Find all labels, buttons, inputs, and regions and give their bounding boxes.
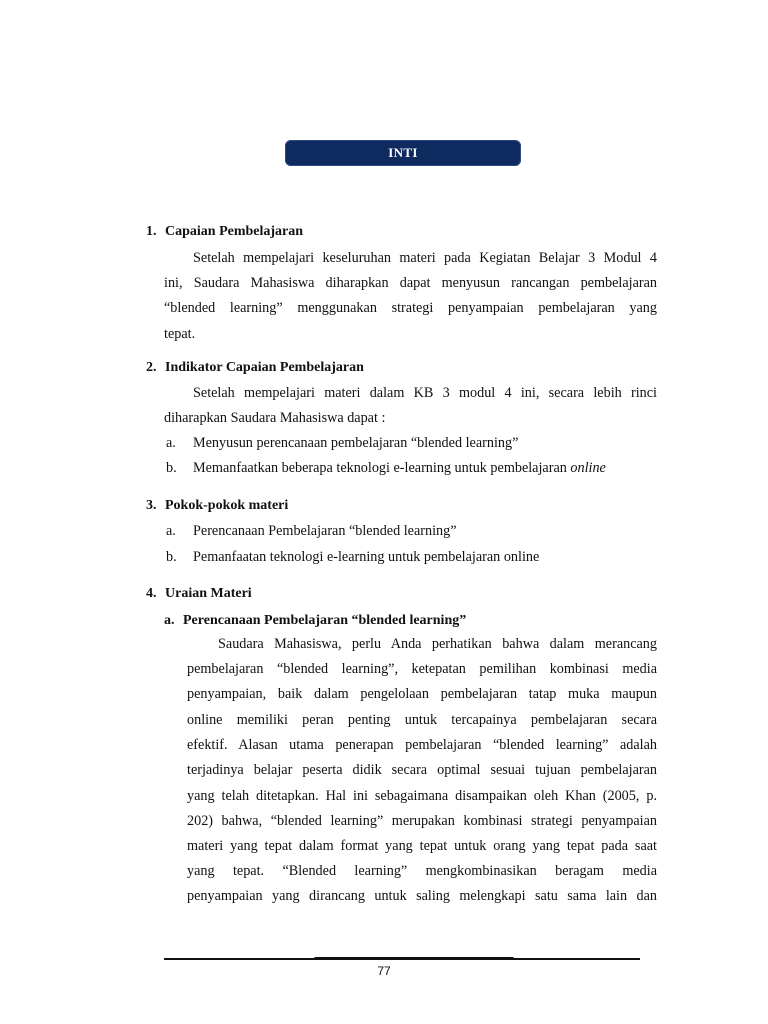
list-item [166,521,656,541]
paragraph-line: Setelah mempelajari keseluruhan materi pada Kegiatan Belajar 3 Modul 4 [193,250,657,266]
paragraph-line: online memiliki peran penting untuk tercapainya pembelajaran secara [187,712,657,728]
paragraph-line: terjadinya belajar peserta didik secara optimal sesuai tujuan pembelajaran [187,762,657,778]
section-title: Pokok-pokok materi [165,498,289,513]
section-number: 4. [146,586,157,601]
list-item-text: Pemanfaatan teknologi e-learning untuk pembelajaran online [193,549,540,565]
section-title: Capaian Pembelajaran [165,224,304,239]
list-item-label: b. [166,549,177,565]
list-item-text: Memanfaatkan beberapa teknologi e-learning untuk pembelajaran [193,460,571,476]
paragraph-line: diharapkan Saudara Mahasiswa dapat : [164,410,386,426]
paragraph-line: penyampaian, baik dalam pengelolaan pembelajaran tatap muka maupun [187,686,657,702]
section-number: 1. [146,224,157,239]
paragraph-line: Setelah mempelajari materi dalam KB 3 modul 4 ini, secara lebih rinci [193,385,657,401]
subsection-label: a. [164,613,175,628]
section-number: 3. [146,498,157,513]
paragraph-line: efektif. Alasan utama penerapan pembelajaran “blended learning” adalah [187,737,657,753]
paragraph-line: yang telah ditetapkan. Hal ini sebagaimana disampaikan oleh Khan (2005, p. [187,788,657,804]
section-banner [285,140,521,166]
list-item-italic-text: online [570,460,606,476]
paragraph-line: Saudara Mahasiswa, perlu Anda perhatikan bahwa dalam merancang [218,636,657,652]
list-item-label: b. [166,460,177,476]
section-2-heading [146,358,364,378]
subsection-title: Perencanaan Pembelajaran “blended learning” [183,613,467,628]
paragraph-line: “blended learning” menggunakan strategi penyampaian pembelajaran yang [164,300,657,316]
paragraph-line: pembelajaran “blended learning”, ketepatan pemilihan kombinasi media [187,661,657,677]
banner-title: INTI [388,145,418,160]
footer-rule [164,958,640,960]
section-4-heading [146,584,252,604]
section-3-heading [146,496,288,516]
list-item-text: Menyusun perencanaan pembelajaran “blended learning” [193,435,519,451]
list-item [166,458,656,478]
section-title: Uraian Materi [165,586,252,601]
list-item-label: a. [166,435,176,451]
list-item-text: Perencanaan Pembelajaran “blended learning” [193,523,457,539]
list-item [166,547,656,567]
page-number: 77 [377,964,391,978]
paragraph-line: yang tepat. “Blended learning” mengkombinasikan beragam media [187,863,657,879]
section-1-heading [146,222,303,242]
paragraph-line: materi yang tepat dalam format yang tepat untuk orang yang tepat pada saat [187,838,657,854]
paragraph-line: tepat. [164,326,196,342]
list-item-label: a. [166,523,176,539]
subsection-heading [164,611,466,631]
section-title: Indikator Capaian Pembelajaran [165,360,364,375]
paragraph-line: penyampaian yang dirancang untuk saling melengkapi satu sama lain dan [187,888,657,904]
section-number: 2. [146,360,157,375]
paragraph-line: ini, Saudara Mahasiswa diharapkan dapat menyusun rancangan pembelajaran [164,275,657,291]
paragraph-line: 202) bahwa, “blended learning” merupakan kombinasi strategi penyampaian [187,813,657,829]
list-item [166,433,656,453]
